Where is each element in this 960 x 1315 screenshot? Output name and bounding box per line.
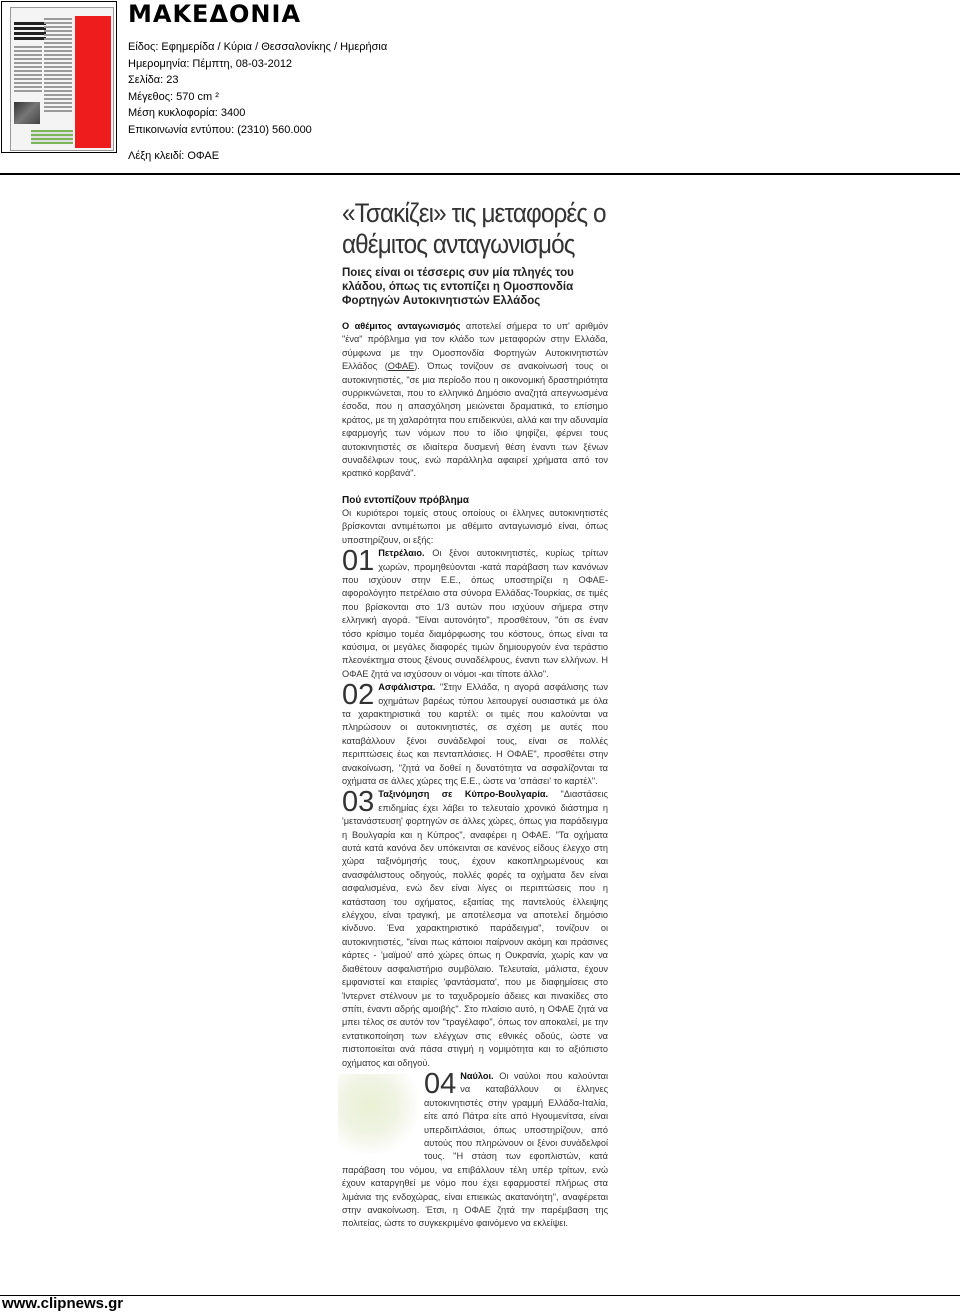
- thumbnail-headline: [14, 22, 46, 42]
- item-number: 04: [424, 1067, 457, 1100]
- header-divider: [0, 173, 960, 175]
- faded-illustration: [338, 1074, 418, 1154]
- meta-contact: Επικοινωνία εντύπου: (2310) 560.000: [128, 123, 312, 136]
- article-lead: [342, 320, 608, 481]
- item-title: Πετρέλαιο.: [378, 548, 425, 559]
- article-clipping: [342, 198, 608, 1231]
- meta-size: Μέγεθος: 570 cm ²: [128, 90, 219, 103]
- list-item: [342, 788, 608, 1070]
- thumbnail-photo: [14, 102, 40, 124]
- item-number: 03: [342, 786, 375, 819]
- meta-circulation: Μέση κυκλοφορία: 3400: [128, 107, 246, 120]
- meta-type: Είδος: Εφημερίδα / Κύρια / Θεσσαλονίκης / Ημερήσια: [128, 41, 388, 53]
- list-item: [342, 681, 608, 788]
- footer-divider: [0, 1295, 960, 1296]
- thumbnail-image: [10, 7, 114, 151]
- list-item: [342, 547, 608, 681]
- item-number: 02: [342, 679, 375, 712]
- meta-page: Σελίδα: 23: [128, 74, 179, 87]
- item-number: 01: [342, 545, 375, 578]
- item-title: Ναύλοι.: [460, 1070, 494, 1081]
- item-text: "Στην Ελλάδα, η αγορά ασφάλισης των οχημάτων βαρέως τύπου λειτουργεί ουσιαστικά με όλα τα χαρακτηριστικά του καρτέλ: οι τιμές που καλούνται να πληρώσουν οι αυτοκινητιστές, σε σχέση με αυτές που καταβάλλουν ξένοι συνάδελφοί τους, είναι σε πολλές περιπτώσεις έως και πενταπλάσιες. Η ΟΦΑΕ", προσθέτει στην ανακοίνωση, "ζητά να δοθεί η δυνατότητα να ασφαλίζονται τα οχήματα σε άλλες χώρες της Ε.Ε., ώστε να 'σπάσει' το καρτέλ".: [342, 682, 608, 786]
- item-text: Οι ξένοι αυτοκινητιστές, κυρίως τρίτων χωρών, προμηθεύονται -κατά παράβαση των κανόνων που ισχύουν στην Ε.Ε., όπως υποστηρίζει η ΟΦΑΕ- αφορολόγητο πετρέλαιο στα σύνορα Ελλάδας-Τουρκίας, σε τιμές που βρίσκονται στο 1/3 αυτών που ισχύουν σήμερα στην ελληνική αγορά. "Είναι αυτονόητο", προσθέτουν, "ότι σε έναν τόσο κρίσιμο τομέα διαμόρφωσης του κόστους, όπως είναι τα καύσιμα, οι μεγάλες διαφορές τιμών δημιουργούν ένα τεράστιο πλεονέκτημα στους ξένους συναδέλφους, έναντι των ελλήνων. Η ΟΦΑΕ ζητά να ισχύσουν οι νόμοι -και τίποτε άλλο".: [342, 548, 608, 679]
- lead-bold-text: Ο αθέμιτος ανταγωνισμός: [342, 321, 461, 331]
- list-item: [342, 1067, 608, 1231]
- section-intro: Οι κυριότεροι τομείς στους οποίους οι έλληνες αυτοκινητιστές βρίσκονται αντιμέτωποι με αθέμιτο ανταγωνισμό είναι, όπως υποστηρίζουν, οι εξής:: [342, 507, 608, 545]
- keyword-highlight: ΟΦΑΕ: [387, 361, 415, 372]
- meta-date: Ημερομηνία: Πέμπτη, 08-03-2012: [128, 57, 293, 70]
- thumbnail-table: [31, 130, 73, 144]
- section-title: Πού εντοπίζουν πρόβλημα: [342, 494, 469, 506]
- page-thumbnail[interactable]: [1, 1, 117, 153]
- lead-text: αποτελεί σήμερα το υπ' αριθμόν "ένα" πρόβλημα για τον κλάδο των μεταφορών στην Ελλάδα, σύμφωνα με την Ομοσπονδία Φορτηγών Αυτοκινητιστών Ελλάδος (: [342, 321, 608, 372]
- item-title: Ταξινόμηση σε Κύπρο-Βουλγαρία.: [378, 789, 549, 800]
- item-text: Οι ναύλοι που καλούνται να καταβάλλουν οι έλληνες αυτοκινητιστές στην γραμμή Ελλάδα-Ιταλία, είτε από Πάτρα είτε από Ηγουμενίτσα, είναι υπερδιπλάσιοι, όπως υποστηρίζουν, από αυτούς που πληρώνουν οι ξένοι συνάδελφοί τους. "Η στάση των εφοπλιστών, κατά παράβαση του νόμου, να επιβάλλουν τέλη υπέρ τρίτων, ενώ έχουν καταργηθεί με νόμο που έχει εφαρμοστεί πλήρως στα λιμάνια της ενδοχώρας, είναι επιεικώς ακατανόητη", αναφέρεται στην ανακοίνωση. Έτσι, η ΟΦΑΕ ζητά την παρέμβαση της πολιτείας, ώστε το συγκεκριμένο φαινόμενο να εκλείψει.: [342, 1070, 608, 1229]
- item-text: "Διαστάσεις επιδημίας έχει λάβει το τελευταίο χρονικό διάστημα η 'μετανάστευση' φορτηγών σε άλλες χώρες, όπως για παράδειγμα η Βουλγαρία και η Κύπρος", αναφέρει η ΟΦΑΕ. "Τα οχήματα αυτά κατά κανόνα δεν υπόκεινται σε κανένος είδους έλεγχο στη χώρα ταξινόμησής τους, έχουν κακοπληρωμένους και ανασφάλιστους οδηγούς, πολλές φορές τα οχήματα δεν είναι ασφαλισμένα, ενώ δεν είναι λίγες οι περιπτώσεις που η κατάσταση του οχήματος, εξαιτίας της παντελούς έλλειψης ελέγχου, είναι τραγική, με αποτέλεσμα να αποτελεί δημόσιο κίνδυνο. Ένα χαρακτηριστικό παράδειγμα", τονίζουν οι αυτοκινητιστές, "είναι πως κάποιοι παίρνουν ακόμη και πράσινες κάρτες - 'μαϊμού' από χώρες όπως η Ουκρανία, χωρίς καν να διαθέτουν ασφαλιστήριο συμβόλαιο. Τελευταία, μάλιστα, έχουν εμφανιστεί και εταιρίες 'φαντάσματα', που με διαφημίσεις στο Ίντερνετ στέλνουν με το ταχυδρομείο άδειες και πινακίδες στο σπίτι, έναντι αδρής αμοιβής". Στο πλαίσιο αυτό, η ΟΦΑΕ ζητά να μπει τέλος σε αυτόν τον "τραγέλαφο", όπως τον αποκαλεί, με την εντατικοποίηση των ελέγχων στις εθνικές οδούς, ώστε να πιστοποιείται ανά πάσα στιγμή η νομιμότητα και το αξιόπιστο οχήματος και οδηγού.: [342, 789, 608, 1068]
- item-title: Ασφάλιστρα.: [378, 682, 436, 693]
- newspaper-masthead: ΜΑΚΕΔΟΝΙΑ: [128, 0, 302, 28]
- footer-link[interactable]: www.clipnews.gr: [2, 1295, 124, 1312]
- article-highlight-block: [75, 16, 111, 148]
- meta-keyword: Λέξη κλειδί: ΟΦΑΕ: [128, 150, 220, 162]
- clipping-metadata: [128, 39, 387, 139]
- lead-text-cont: ). Όπως τονίζουν σε ανακοίνωσή τους οι αυτοκινητιστές, "σε μια περίοδο που η οικονομική δραστηριότητα συρρικνώνεται, που το ελληνικό Δημόσιο αναζητά απεγνωσμένα έσοδα, που η απασχόληση μειώνεται δραματικά, το επίσημο κράτος, με τη χαλαρότητα που επιδεικνύει, αλλά και την αδυναμία εφαρμογής των νόμων που το ίδιο ψηφίζει, φέρνει τους αυτοκινητιστές σε ιδιαίτερα δυσμενή θέση έναντι των ξένων συναδέλφων τους, ενώ παράλληλα αφαιρεί χρήματα από τον κρατικό κορβανά".: [342, 361, 608, 479]
- article-subhead: Ποιες είναι οι τέσσερις συν μία πληγές του κλάδου, όπως τις εντοπίζει η Ομοσπονδία Φορτηγών Αυτοκινητιστών Ελλάδος: [342, 267, 574, 307]
- thumbnail-column: [14, 46, 42, 94]
- thumbnail-column: [44, 18, 72, 114]
- article-headline: «Τσακίζει» τις μεταφορές ο αθέμιτος ανταγωνισμός: [342, 198, 606, 259]
